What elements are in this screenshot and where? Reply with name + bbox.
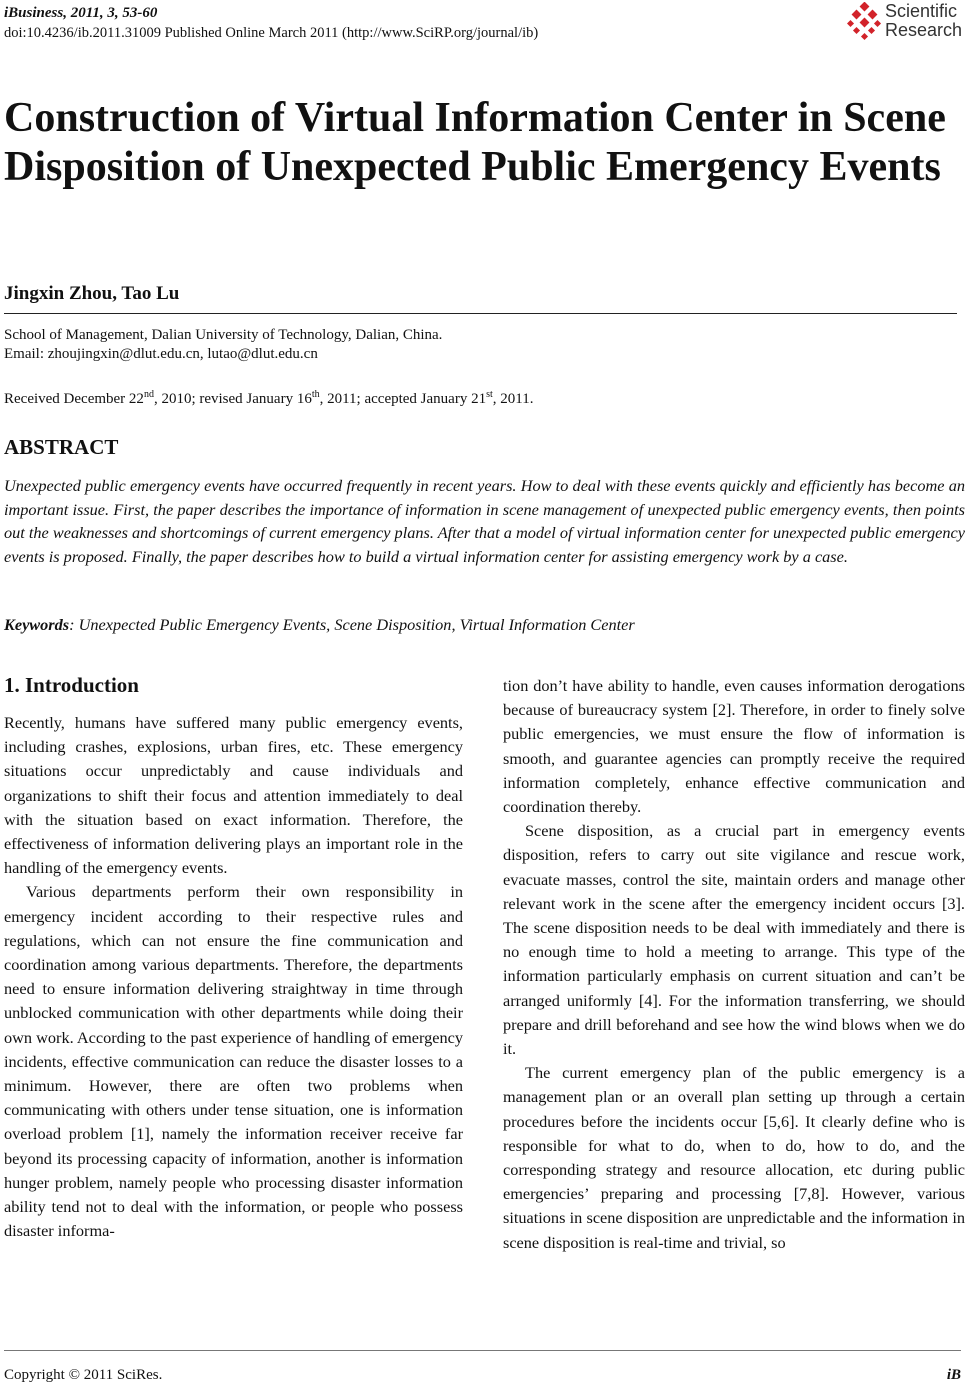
paragraph: tion don’t have ability to handle, even causes information derogations because of bureaucracy system [2]. Therefore, in order to finely solve public emergencies, we must ensure the flow of information is smooth, and guarantee agencies can promptly receive the required information completely, enhance effective communication and coordination thereby. [503,676,965,817]
doi-line: doi:10.4236/ib.2011.31009 Published Online March 2011 (http://www.SciRP.org/journal/ib) [4,25,539,41]
logo-line-1: Scientific [885,1,958,21]
journal-volume-pages: , 2011, 3, 53-60 [63,5,158,21]
revised-suffix: th [311,389,320,400]
header-divider [4,313,957,314]
keywords-line [4,615,635,635]
journal-name: iBusiness [4,5,64,21]
scientific-research-logo [847,2,965,46]
left-column [4,711,463,1243]
logo-wordmark [885,2,962,40]
logo-line-2: Research [885,20,963,40]
received-date: Received December 22 [4,391,144,407]
abstract-heading: ABSTRACT [4,435,119,459]
affiliation: School of Management, Dalian University of Technology, Dalian, China. [4,327,443,343]
journal-citation [4,4,157,22]
paragraph: Various departments perform their own responsibility in emergency incident according to their respective rules and regulations, which can not ensure the fine communication and coordination among various departments. Therefore, the departments need to ensure information delivering straightway in time through unblocked communication with other departments while doing their own work. According to the past experience of handling of emergency incidents, effective communication can reduce the disaster losses to a minimum. However, there are often two problems when communicating with others under tense situation, one is information overload problem [1], namely the information receiver receive far beyond its processing capacity of information, another is information hunger problem, namely people who processing disaster information ability tend not to deal with the information, or people who possess disaster informa- [4,882,463,1241]
accepted-suffix: st [486,389,493,400]
keywords-label: Keywords [4,615,70,634]
revised-date: , 2010; revised January 16 [153,391,312,407]
paragraph: Scene disposition, as a crucial part in emergency events disposition, refers to carry out site vigilance and rescue work, evacuate masses, control the site, maintain orders and manage other relevant work in the scene after the emergency incident occurs [3]. The scene disposition needs to be deal with immediately and there is no enough time to hold a meeting to arrange. This type of the information particularly emphasis on current situation and can’t be arranged uniformly [4]. For the information transferring, we should prepare and drill beforehand and see how the wind blows when we do it. [503,821,965,1059]
paragraph: The current emergency plan of the public emergency is a management plan or an overall plan setting up through a certain procedures before the incidents occur [5,6]. It clearly define who is responsible for what to do, when to do, how to do, and the corresponding strategy and resource allocation, etc during public emergencies’ preparing and processing [7,8]. However, various situations in scene disposition are unpredictable and the information in scene disposition is real-time and trivial, so [503,1063,965,1252]
section-heading-introduction: 1. Introduction [4,673,139,697]
paragraph: Recently, humans have suffered many public emergency events, including crashes, explosions, urban fires, etc. These emergency situations occur unpredictably and cause individuals and organizations to shift their focus and attention immediately to deal with the situation based on exact information. Therefore, the effectiveness of information delivering plays an important role in the handling of the emergency events. [4,713,463,878]
right-column [503,674,965,1255]
accepted-year: , 2011. [492,391,534,407]
received-suffix: nd [143,389,154,400]
author-email: Email: zhoujingxin@dlut.edu.cn, lutao@dlut.edu.cn [4,346,318,362]
footer-divider [4,1350,961,1351]
footer-journal-abbrev: iB [946,1367,961,1383]
author-list: Jingxin Zhou, Tao Lu [4,283,180,304]
keywords-list: : Unexpected Public Emergency Events, Scene Disposition, Virtual Information Center [69,615,635,634]
accepted-date: , 2011; accepted January 21 [319,391,487,407]
paper-title: Construction of Virtual Information Center in Scene Disposition of Unexpected Public Emergency Events [4,95,946,190]
affiliation-block [4,326,442,364]
abstract-text: Unexpected public emergency events have occurred frequently in recent years. How to deal with these events quickly and efficiently has become an important issue. First, the paper describes the importance of information in scene management of unexpected public emergency events, then points out the weaknesses and shortcomings of current emergency plans. After that a model of virtual information center for unexpected public emergency events is proposed. Finally, the paper describes how to build a virtual information center for assisting emergency work by a case. [4,476,965,566]
received-dates [4,385,533,409]
publisher-logo-icon [847,2,883,42]
copyright-notice: Copyright © 2011 SciRes. [4,1367,163,1383]
